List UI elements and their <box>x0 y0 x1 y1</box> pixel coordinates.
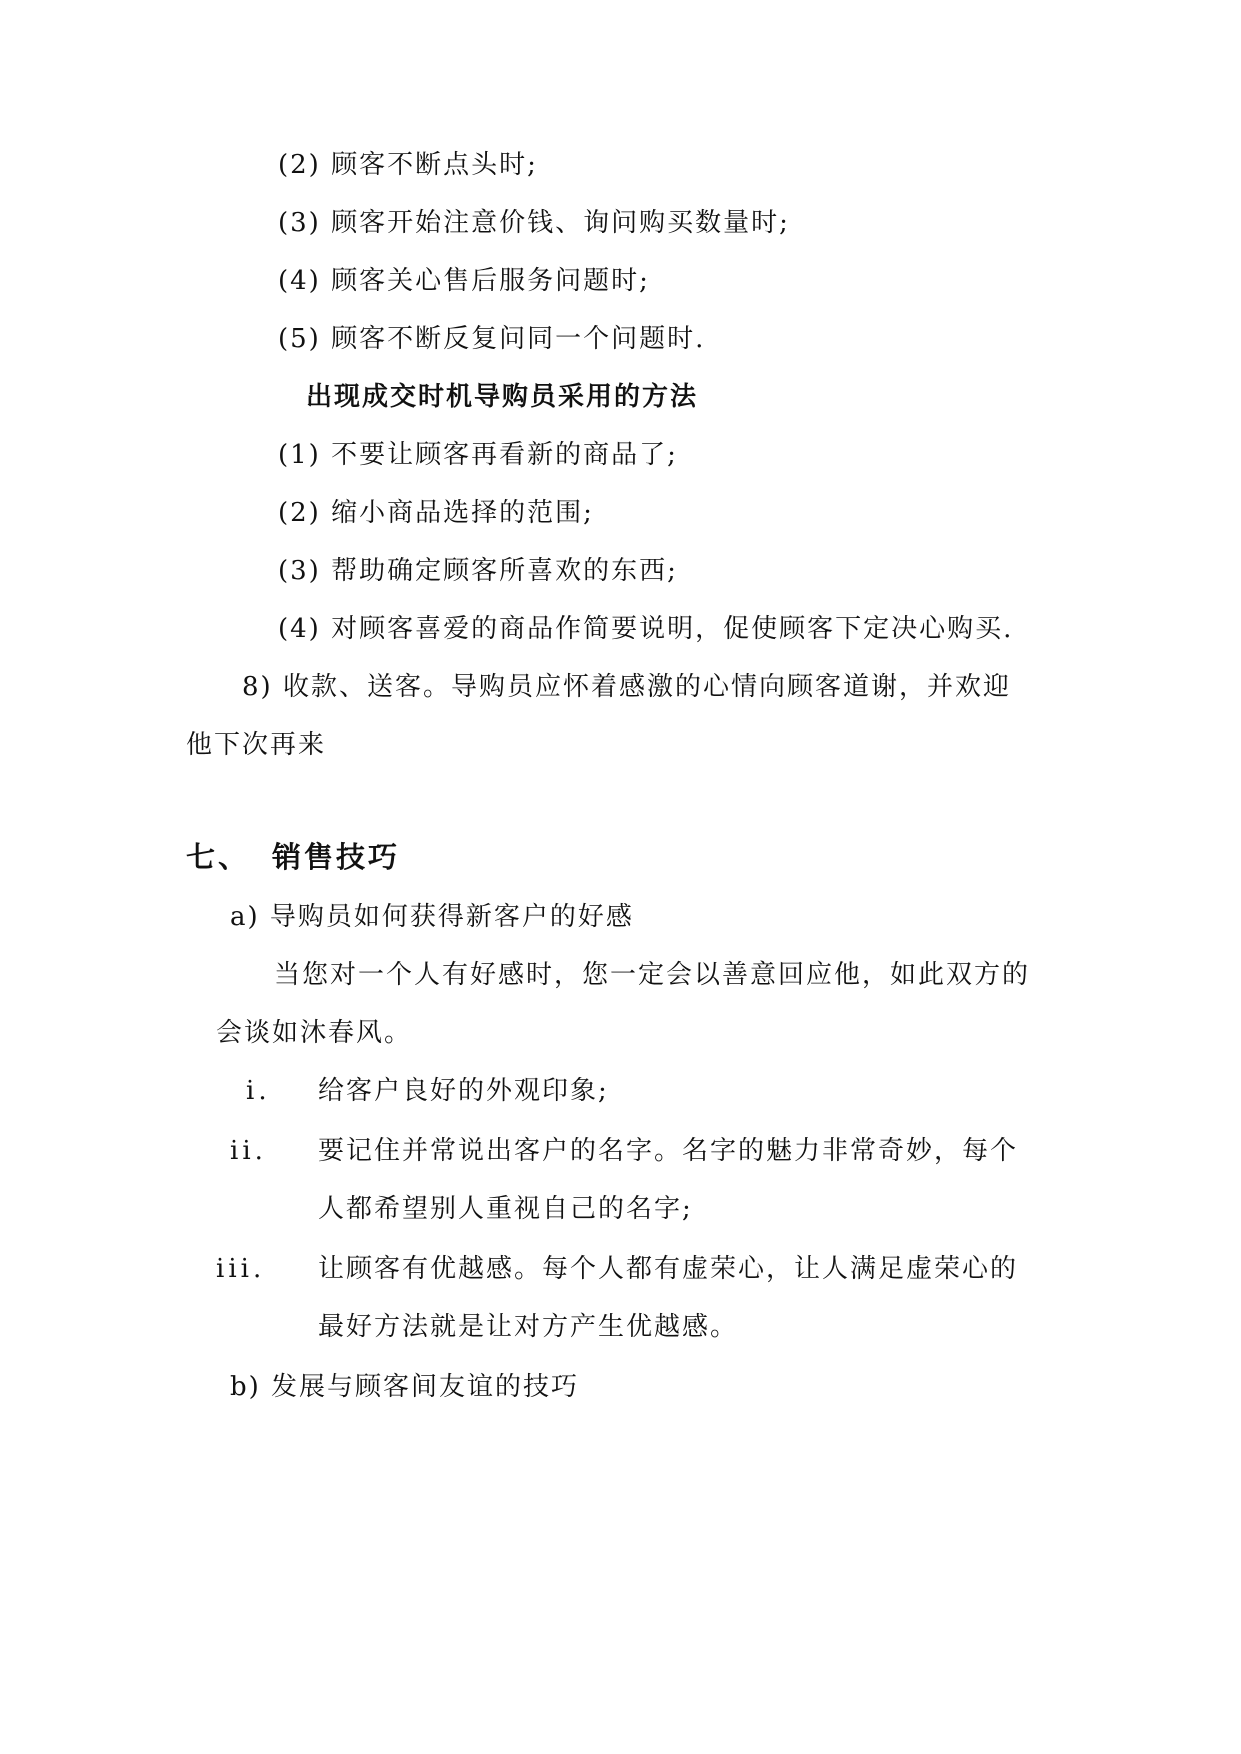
sub-a-label: a) 导购员如何获得新客户的好感 <box>230 902 634 932</box>
method-item-2: (2) 缩小商品选择的范围; <box>278 498 594 528</box>
methods-heading: 出现成交时机导购员采用的方法 <box>306 382 699 412</box>
method-item-4: (4) 对顾客喜爱的商品作简要说明，促使顾客下定决心购买. <box>278 614 1014 644</box>
section7-number: 七、 <box>186 840 251 874</box>
section7-title: 销售技巧 <box>272 840 401 874</box>
step8-line1: 8) 收款、送客。导购员应怀着感激的心情向顾客道谢，并欢迎 <box>242 672 1011 702</box>
sub-a-paragraph-line2: 会谈如沐春风。 <box>216 1018 413 1048</box>
roman-item-iii-line2: 最好方法就是让对方产生优越感。 <box>318 1312 739 1342</box>
signal-item-4: (4) 顾客关心售后服务问题时; <box>278 266 650 296</box>
signal-item-5: (5) 顾客不断反复问同一个问题时. <box>278 324 706 354</box>
method-item-3: (3) 帮助确定顾客所喜欢的东西; <box>278 556 678 586</box>
sub-a-paragraph-line1: 当您对一个人有好感时，您一定会以善意回应他，如此双方的 <box>274 960 1031 990</box>
sub-b-label: b) 发展与顾客间友谊的技巧 <box>230 1372 580 1402</box>
step8-line2: 他下次再来 <box>186 730 327 760</box>
signal-item-2: (2) 顾客不断点头时; <box>278 150 538 180</box>
method-item-1: (1) 不要让顾客再看新的商品了; <box>278 440 678 470</box>
roman-marker-i: i. <box>246 1076 271 1106</box>
roman-marker-iii: iii. <box>216 1254 266 1284</box>
roman-marker-ii: ii. <box>230 1136 267 1166</box>
signal-item-3: (3) 顾客开始注意价钱、询问购买数量时; <box>278 208 790 238</box>
roman-item-iii-line1: 让顾客有优越感。每个人都有虚荣心，让人满足虚荣心的 <box>318 1254 1019 1284</box>
roman-item-ii-line1: 要记住并常说出客户的名字。名字的魅力非常奇妙，每个 <box>318 1136 1019 1166</box>
roman-item-i-line1: 给客户良好的外观印象; <box>318 1076 609 1106</box>
roman-item-ii-line2: 人都希望别人重视自己的名字; <box>318 1194 693 1224</box>
